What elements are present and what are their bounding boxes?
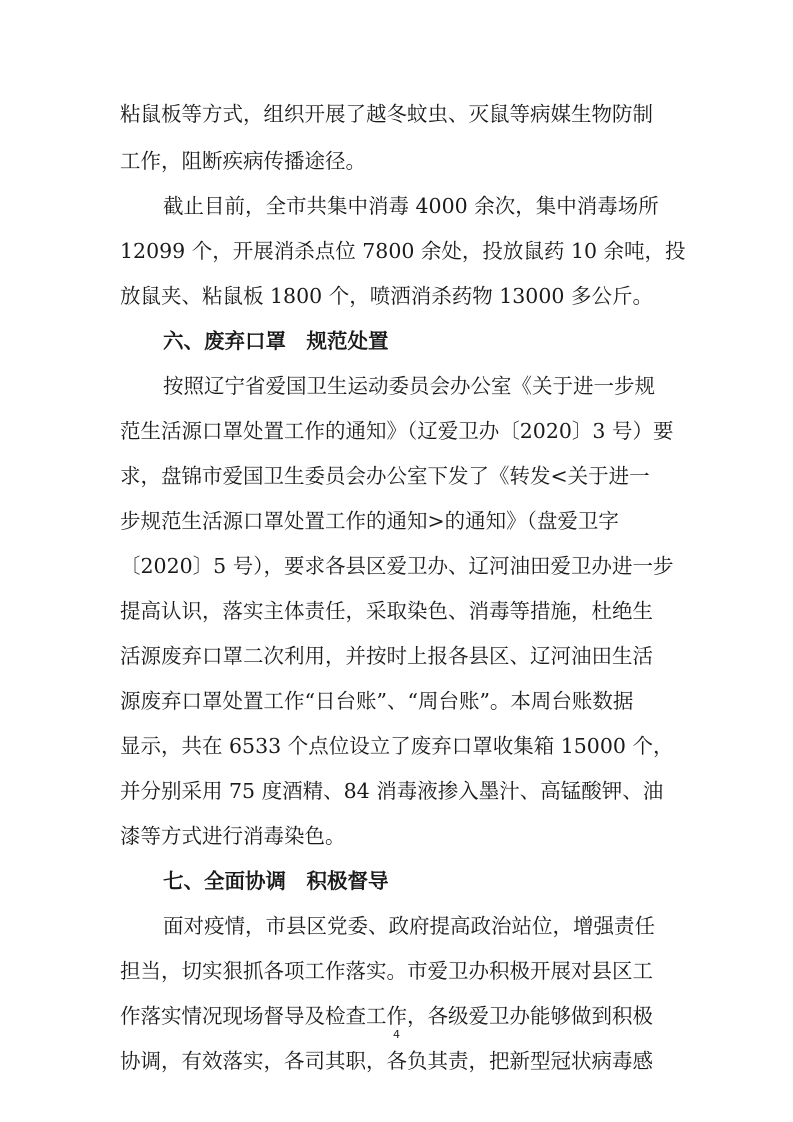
- text-line: 提高认识，落实主体责任，采取染色、消毒等措施，杜绝生: [120, 599, 653, 623]
- text-line: 范生活源口罩处置工作的通知》（辽爱卫办〔2020〕3 号）要: [120, 419, 674, 443]
- page-number: 4: [393, 1028, 400, 1041]
- section-heading: 六、废弃口罩 规范处置: [163, 329, 389, 353]
- text-line: 担当，切实狠抓各项工作落实。市爱卫办积极开展对县区工: [120, 959, 653, 983]
- text-line: 并分别采用 75 度酒精、84 消毒液掺入墨汁、高锰酸钾、油: [120, 779, 664, 803]
- text-line: 截止目前，全市共集中消毒 4000 余次，集中消毒场所: [163, 194, 659, 218]
- text-line: 粘鼠板等方式，组织开展了越冬蚊虫、灭鼠等病媒生物防制: [120, 102, 653, 126]
- section-heading: 七、全面协调 积极督导: [163, 869, 389, 893]
- text-line: 12099 个，开展消杀点位 7800 余处，投放鼠药 10 余吨，投: [120, 239, 686, 263]
- text-line: 作落实情况现场督导及检查工作，各级爱卫办能够做到积极: [120, 1004, 653, 1028]
- text-line: 〔2020〕5 号），要求各县区爱卫办、辽河油田爱卫办进一步: [120, 554, 674, 578]
- text-line: 显示，共在 6533 个点位设立了废弃口罩收集箱 15000 个，: [120, 734, 674, 758]
- text-line: 活源废弃口罩二次利用，并按时上报各县区、辽河油田生活: [120, 644, 653, 668]
- text-line: 协调，有效落实，各司其职，各负其责，把新型冠状病毒感: [120, 1049, 653, 1073]
- text-line: 步规范生活源口罩处置工作的通知>的通知》（盘爱卫字: [120, 509, 619, 533]
- text-line: 按照辽宁省爱国卫生运动委员会办公室《关于进一步规: [163, 374, 655, 398]
- text-line: 漆等方式进行消毒染色。: [120, 824, 346, 848]
- text-line: 求，盘锦市爱国卫生委员会办公室下发了《转发<关于进一: [120, 464, 650, 488]
- text-line: 放鼠夹、粘鼠板 1800 个，喷洒消杀药物 13000 多公斤。: [120, 284, 653, 308]
- text-line: 源废弃口罩处置工作“日台账”、“周台账”。本周台账数据: [120, 689, 634, 713]
- text-line: 面对疫情，市县区党委、政府提高政治站位，增强责任: [163, 914, 655, 938]
- text-line: 工作，阻断疾病传播途径。: [120, 149, 366, 173]
